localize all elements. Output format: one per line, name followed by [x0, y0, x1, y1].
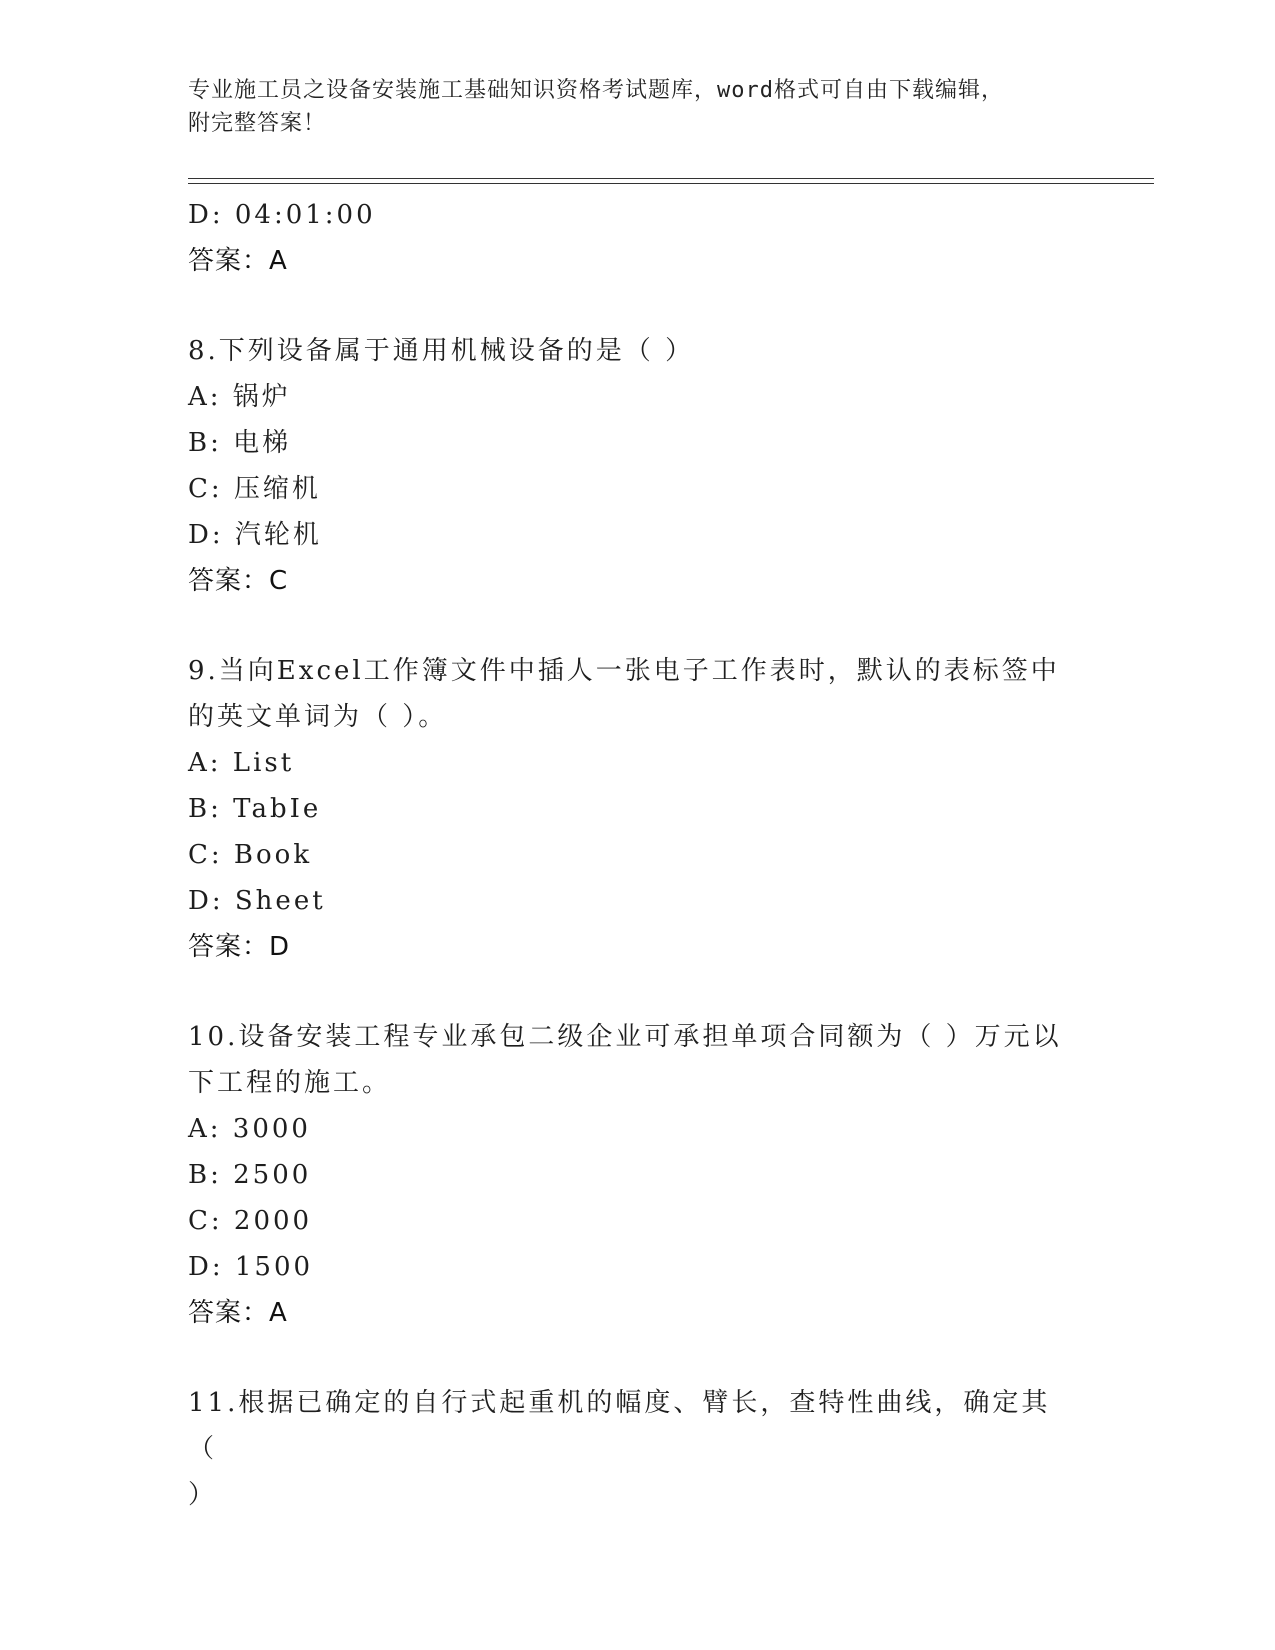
header-line-2: 附完整答案！ — [188, 111, 327, 136]
q9-option-c: C: Book — [188, 840, 313, 870]
header-divider-top — [188, 178, 1154, 179]
q10-option-c: C: 2000 — [188, 1206, 313, 1236]
q10-stem-line-1: 10.设备安装工程专业承包二级企业可承担单项合同额为（ ）万元以 — [188, 1022, 1062, 1052]
q9-stem-line-2: 的英文单词为（ ）。 — [188, 702, 448, 732]
prev-option-d: D: 04:01:00 — [188, 200, 376, 230]
q8-answer: 答案：C — [188, 566, 289, 596]
q8-option-a: A: 锅炉 — [188, 382, 291, 412]
header-line-1: 专业施工员之设备安装施工基础知识资格考试题库，word格式可自由下载编辑， — [188, 78, 1004, 103]
q8-option-c: C: 压缩机 — [188, 474, 321, 504]
q11-stem-line-2: ） — [188, 1480, 218, 1510]
prev-answer: 答案：A — [188, 246, 288, 276]
q10-option-b: B: 2500 — [188, 1160, 312, 1190]
q10-option-a: A: 3000 — [188, 1114, 311, 1144]
q8-option-d: D: 汽轮机 — [188, 520, 322, 550]
q9-option-b: B: TabIe — [188, 794, 322, 824]
q9-answer: 答案：D — [188, 932, 291, 962]
q9-option-a: A: List — [188, 748, 295, 778]
question-content — [188, 192, 1068, 1518]
q9-option-d: D: Sheet — [188, 886, 326, 916]
q8-stem: 8.下列设备属于通用机械设备的是（ ） — [188, 336, 695, 366]
q10-answer: 答案：A — [188, 1298, 288, 1328]
page-header — [188, 74, 1068, 140]
q11-stem-line-1: 11.根据已确定的自行式起重机的幅度、臂长，查特性曲线，确定其（ — [188, 1388, 1051, 1464]
header-divider-bottom — [188, 183, 1154, 184]
q10-stem-line-2: 下工程的施工。 — [188, 1068, 392, 1098]
q8-option-b: B: 电梯 — [188, 428, 292, 458]
q10-option-d: D: 1500 — [188, 1252, 314, 1282]
q9-stem-line-1: 9.当向Excel工作簿文件中插人一张电子工作表时，默认的表标签中 — [188, 656, 1060, 686]
